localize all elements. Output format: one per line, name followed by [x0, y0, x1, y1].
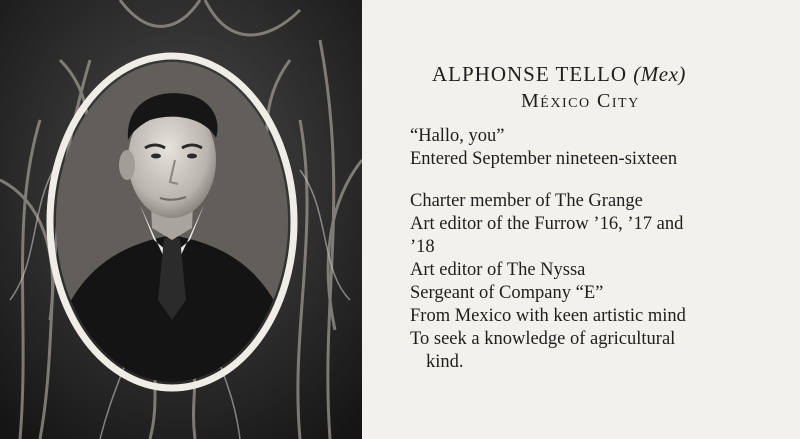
- student-name-line: [432, 62, 686, 87]
- activity-line: Sergeant of Company “E”: [410, 283, 604, 303]
- hometown: México City: [521, 90, 640, 112]
- entered-date: Entered September nineteen-sixteen: [410, 149, 678, 169]
- quote: “Hallo, you”: [410, 126, 505, 146]
- activity-line: Art editor of the Furrow ’16, ’17 and: [410, 214, 684, 234]
- entry-text: [410, 125, 770, 374]
- yearbook-entry: [362, 0, 800, 439]
- activity-line: ’18: [410, 237, 435, 257]
- student-nickname: (Mex): [633, 62, 686, 86]
- activity-line: Art editor of The Nyssa: [410, 260, 586, 280]
- verse-line: To seek a knowledge of agricultural: [410, 329, 676, 349]
- activity-line: Charter member of The Grange: [410, 191, 643, 211]
- verse-line: From Mexico with keen artistic mind: [410, 306, 686, 326]
- verse-line: kind.: [426, 352, 464, 372]
- portrait-photo: [0, 0, 362, 439]
- student-name: ALPHONSE TELLO: [432, 62, 628, 86]
